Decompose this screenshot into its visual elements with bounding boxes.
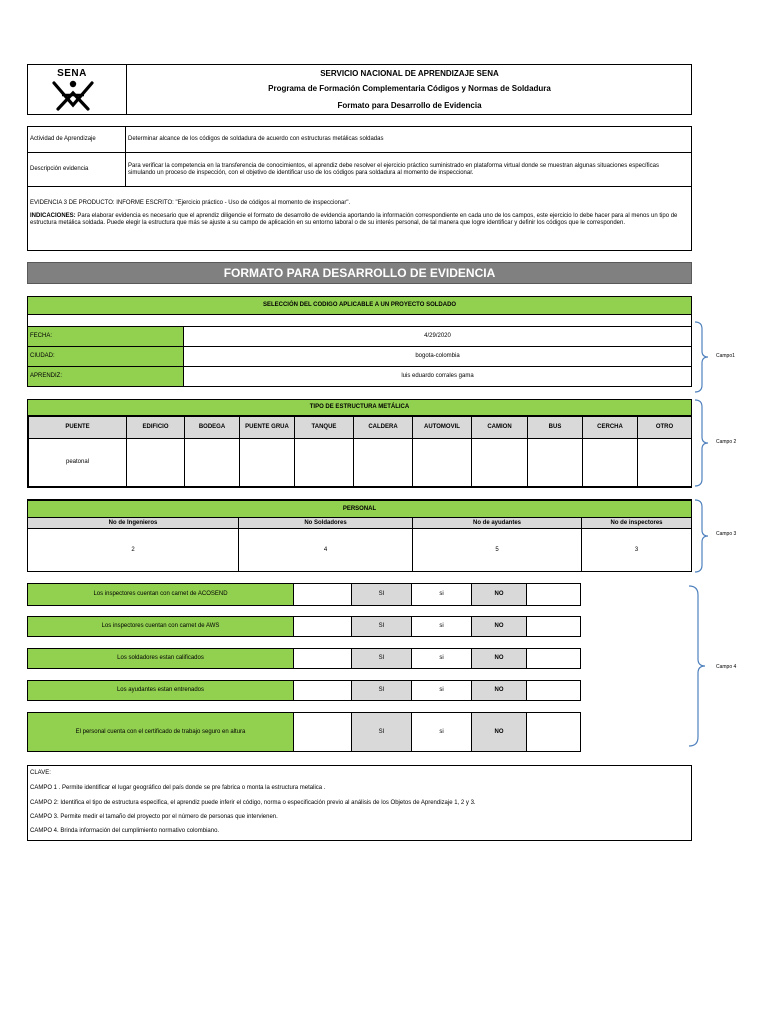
estructura-header-row (29, 417, 692, 439)
clave-line: CAMPO 4. Brinda información del cumplimiento normativo colombiano. (30, 828, 220, 834)
personal-header-ayudantes: No de ayudantes (413, 518, 582, 529)
check-question: Los inspectores cuentan con carnet de ACOSEND (27, 583, 294, 606)
val-caldera (354, 439, 413, 487)
check-question: Los ayudantes estan entrenados (27, 680, 294, 701)
personal-value-ingenieros: 2 (28, 529, 239, 572)
check-no-value[interactable] (527, 583, 581, 606)
check-no-label: NO (472, 648, 527, 669)
val-edificio (127, 439, 185, 487)
check-blank (294, 680, 352, 701)
col-edificio: EDIFICIO (127, 417, 185, 439)
brace-campo3-icon (694, 499, 710, 573)
seleccion-section (27, 296, 692, 387)
check-row (27, 616, 581, 637)
check-no-label: NO (472, 616, 527, 637)
val-bodega (185, 439, 240, 487)
check-si-value[interactable]: si (412, 712, 472, 752)
check-row (27, 712, 581, 752)
check-question: Los inspectores cuentan con carnet de AWS (27, 616, 294, 637)
check-blank (294, 648, 352, 669)
check-si-label: SI (352, 648, 412, 669)
descripcion-label: Descripción evidencia (28, 153, 126, 187)
sena-logo-icon (50, 79, 96, 111)
info-box (27, 126, 692, 251)
campo2-label: Campo 2 (716, 439, 737, 445)
check-question: El personal cuenta con el certificado de trabajo seguro en altura (27, 712, 294, 752)
val-puente-grua (240, 439, 295, 487)
clave-line: CAMPO 1 . Permite identificar el lugar geográfico del país donde se pre fabrica o monta la estructura metalica . (30, 785, 326, 791)
check-si-value[interactable]: si (412, 680, 472, 701)
descripcion-value: Para verificar la competencia en la transferencia de conocimientos, el aprendiz debe resolver el ejercicio práctico suministrado en plataforma virtual donde se muestran algunas situaciones específicas simulando un proceso de inspección, con el objetivo de identificar uso de los códigos para soldadura al momento de inspeccionar. (126, 153, 691, 187)
personal-header-inspectores: No de inspectores (582, 518, 691, 529)
check-question: Los soldadores estan calificados (27, 648, 294, 669)
fecha-label: FECHA: (28, 326, 184, 347)
logo-cell (28, 65, 127, 114)
clave-title: CLAVE: (30, 770, 51, 776)
check-si-label: SI (352, 712, 412, 752)
col-camion: CAMION (472, 417, 528, 439)
estructura-section (27, 399, 692, 488)
format-banner-title: FORMATO PARA DESARROLLO DE EVIDENCIA (223, 266, 496, 280)
check-si-value[interactable]: si (412, 583, 472, 606)
evidencia-text: EVIDENCIA 3 DE PRODUCTO: INFORME ESCRITO: "Ejercicio práctico - Uso de códigos al momento de inspeccionar". (30, 200, 351, 206)
header-line1: SERVICIO NACIONAL DE APRENDIZAJE SENA (320, 68, 499, 78)
clave-box (27, 765, 692, 841)
check-no-value[interactable] (527, 680, 581, 701)
personal-value-inspectores: 3 (634, 547, 639, 553)
check-si-value[interactable]: si (412, 616, 472, 637)
col-puente-grua: PUENTE GRUA (240, 417, 295, 439)
personal-header-soldadores: No Soldadores (239, 518, 413, 529)
check-no-label: NO (472, 583, 527, 606)
fecha-value: 4/29/2020 (184, 326, 691, 347)
val-automovil (413, 439, 472, 487)
actividad-value: Determinar alcance de los códigos de soldadura de acuerdo con estructuras metálicas soldadas (126, 127, 691, 153)
check-blank (294, 712, 352, 752)
col-automovil: AUTOMOVIL (413, 417, 472, 439)
aprendiz-label: APRENDIZ: (28, 367, 184, 386)
brace-campo4-icon (688, 585, 706, 747)
check-row (27, 583, 581, 606)
col-puente: PUENTE (29, 417, 127, 439)
estructura-table (28, 416, 692, 487)
check-row (27, 648, 581, 669)
aprendiz-value: luis eduardo corrales gama (401, 373, 474, 379)
personal-value-ayudantes: 5 (413, 529, 582, 572)
brace-campo1-icon (694, 321, 710, 393)
check-si-value[interactable]: si (412, 648, 472, 669)
personal-header-ingenieros: No de Ingenieros (28, 518, 239, 529)
val-cercha (583, 439, 638, 487)
actividad-label: Actividad de Aprendizaje (28, 127, 126, 153)
indicaciones-text (30, 213, 688, 243)
check-si-label: SI (352, 583, 412, 606)
indicaciones-body: Para elaborar evidencia es necesario que el aprendiz diligencie el formato de desarrollo de evidencia aportando la información correspondiente en cada uno de los campos, este ejercicio lo debe hacer para al menos un tipo de estructura metálica soldada. Puede elegir la estructura que más se ajuste a su campo de aplicación en su entorno laboral o de su interés personal, de tal manera que logre identificar y definir los códigos que le corresponden. (30, 213, 678, 226)
check-no-value[interactable] (527, 712, 581, 752)
personal-value-soldadores: 4 (239, 529, 413, 572)
val-tanque (295, 439, 354, 487)
ciudad-value: bogota-colombia (184, 347, 691, 367)
check-no-value[interactable] (527, 616, 581, 637)
val-bus (528, 439, 583, 487)
campo3-label: Campo 3 (716, 531, 737, 537)
col-tanque: TANQUE (295, 417, 354, 439)
campo1-label: Campo1 (716, 353, 735, 359)
campo4-label: Campo 4 (716, 664, 737, 670)
ciudad-label: CIUDAD: (28, 347, 184, 367)
clave-line: CAMPO 2: Identifica el tipo de estructura especifica, el aprendiz puede inferir el código, norma o especificación previo al análisis de los Objetos de Aprendizaje 1, 2 y 3. (30, 800, 476, 806)
estructura-title: TIPO DE ESTRUCTURA METÁLICA (28, 400, 691, 416)
val-camion (472, 439, 528, 487)
check-blank (294, 616, 352, 637)
header-line3: Formato para Desarrollo de Evidencia (337, 100, 482, 110)
check-row (27, 680, 581, 701)
col-bus: BUS (528, 417, 583, 439)
val-puente: peatonal (29, 439, 127, 487)
col-caldera: CALDERA (354, 417, 413, 439)
personal-title: PERSONAL (28, 501, 691, 518)
col-cercha: CERCHA (583, 417, 638, 439)
val-otro (638, 439, 692, 487)
col-bodega: BODEGA (185, 417, 240, 439)
check-no-value[interactable] (527, 648, 581, 669)
check-si-label: SI (352, 616, 412, 637)
check-no-label: NO (472, 680, 527, 701)
seleccion-title: SELECCIÓN DEL CODIGO APLICABLE A UN PROYECTO SOLDADO (28, 297, 691, 315)
col-otro: OTRO (638, 417, 692, 439)
brace-campo2-icon (694, 399, 710, 487)
estructura-value-row (29, 439, 692, 487)
sena-logo-text: SENA (57, 67, 87, 79)
format-banner (27, 262, 692, 284)
check-si-label: SI (352, 680, 412, 701)
check-blank (294, 583, 352, 606)
header-line2: Programa de Formación Complementaria Códigos y Normas de Soldadura (268, 83, 551, 93)
clave-line: CAMPO 3. Permite medir el tamaño del proyecto por el número de personas que intervienen. (30, 814, 278, 820)
check-no-label: NO (472, 712, 527, 752)
header-box (27, 64, 692, 115)
personal-section (27, 499, 692, 572)
indicaciones-label: INDICACIONES: (30, 213, 76, 219)
